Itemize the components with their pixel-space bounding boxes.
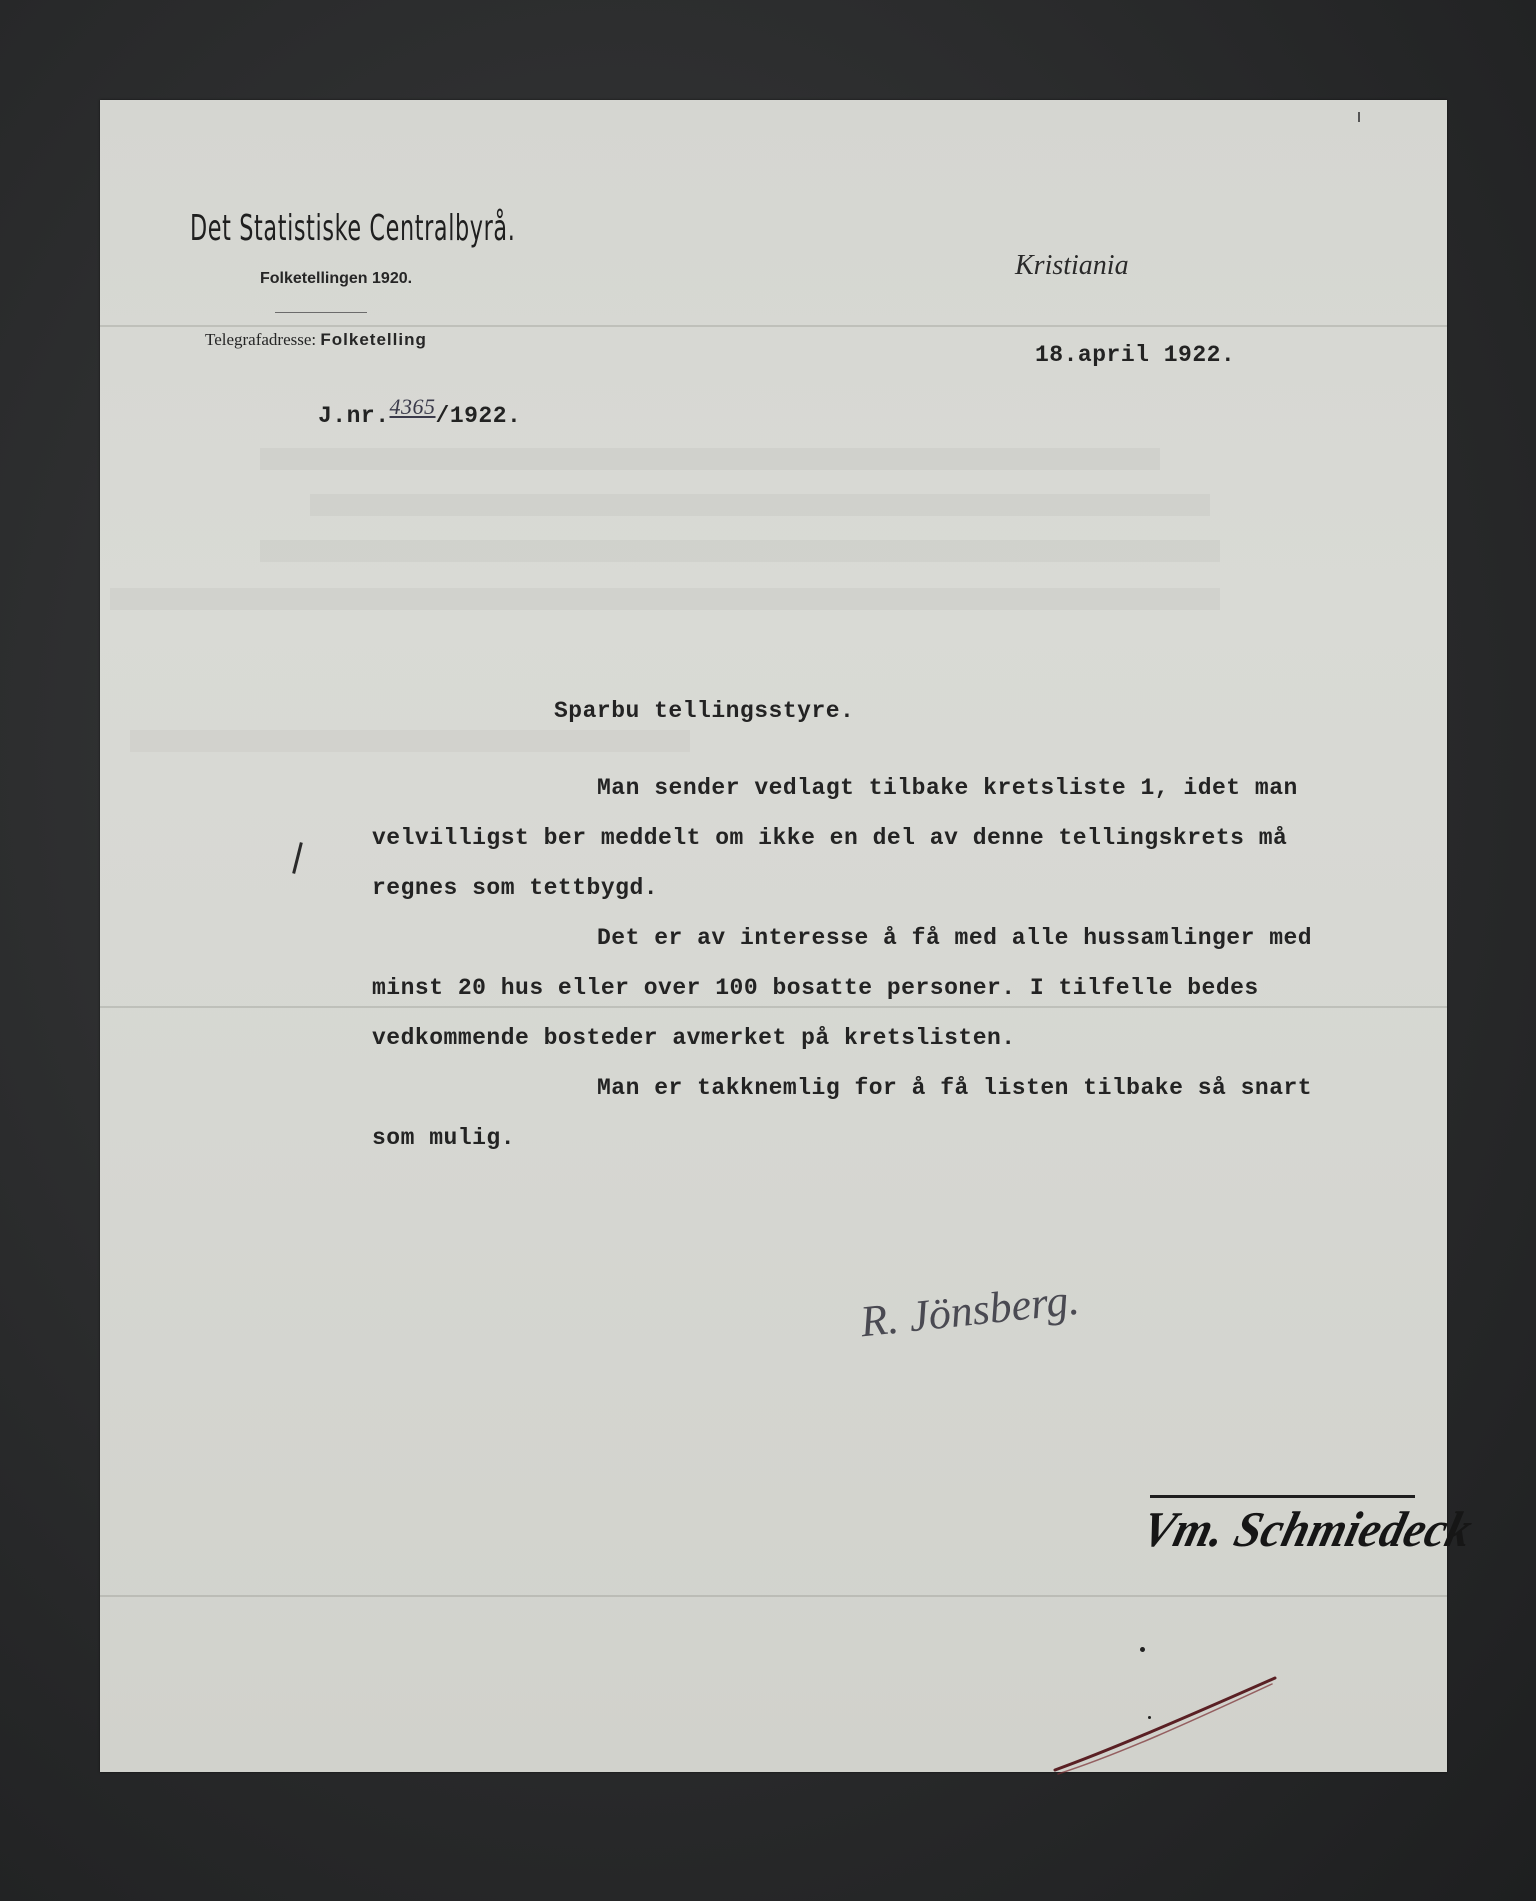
body-line: Man sender vedlagt tilbake kretsliste 1, idet man [597,775,1298,801]
body-line: velvilligst ber meddelt om ikke en del av denne tellingskrets må [372,825,1288,851]
body-line: vedkommende bosteder avmerket på kretslisten. [372,1025,1016,1051]
corner-mark [1358,112,1360,122]
letter-page [100,100,1478,1772]
addressee: Sparbu tellingsstyre. [554,698,855,724]
letterhead-census: Folketellingen 1920. [260,270,413,287]
signature-primary: R. Jönsberg. [858,1274,1082,1347]
telegraph-value: Folketelling [320,330,427,349]
journal-prefix: J.nr. [318,403,390,429]
journal-handwritten-number: 4365 [389,394,436,419]
letter-place: Kristiania [1015,250,1129,281]
bleed-through-line [110,588,1220,610]
signature-secondary: Vm. Schmiedeck [1136,1501,1478,1557]
telegraph-address [205,330,427,350]
bleed-through-line [260,540,1220,562]
body-line: som mulig. [372,1125,516,1151]
letterhead-divider [275,312,367,313]
body-line: regnes som tettbygd. [372,875,659,901]
letterhead-institution: Det Statistiske Centralbyrå. [190,208,516,249]
bleed-through-line [310,494,1210,516]
red-pen-stroke [1050,1670,1280,1780]
body-line: minst 20 hus eller over 100 bosatte personer. I tilfelle bedes [372,975,1259,1001]
bleed-through-line [260,448,1160,470]
fold-line-middle [100,1006,1447,1008]
signature-underline [1150,1495,1415,1498]
journal-year: /1922. [435,403,522,429]
fold-line-bottom [100,1595,1447,1597]
body-line: Man er takknemlig for å få listen tilbake så snart [597,1075,1313,1101]
body-line: Det er av interesse å få med alle hussamlinger med [597,925,1313,951]
bleed-through-line [130,730,690,752]
margin-pencil-mark [292,842,303,874]
letter-date: 18.april 1922. [1035,342,1236,368]
ink-dot [1140,1647,1145,1652]
journal-number [318,394,522,429]
fold-line-top [100,325,1447,327]
telegraph-label: Telegrafadresse: [205,330,317,349]
